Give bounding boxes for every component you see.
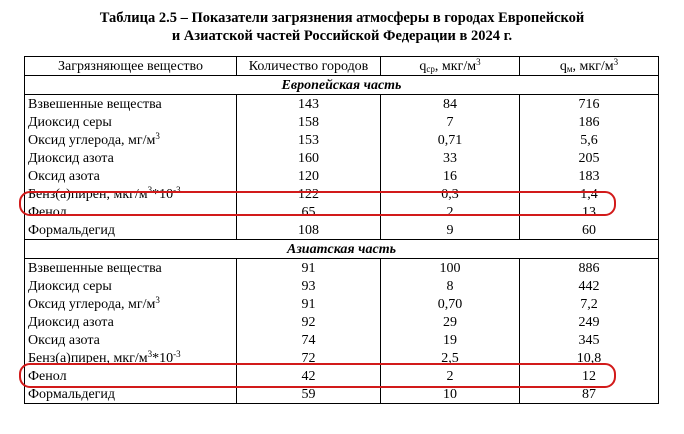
section-title: Азиатская часть: [25, 240, 659, 259]
qm-cell: 5,6: [520, 131, 659, 149]
header-substance: Загрязняющее вещество: [25, 57, 237, 76]
qm-cell: 205: [520, 149, 659, 167]
substance-cell: Бенз(а)пирен, мкг/$м^3*10^{-3}$: [25, 185, 237, 203]
substance-cell: Оксид углерода, $мг/м^3$: [25, 131, 237, 149]
qm-cell: 183: [520, 167, 659, 185]
substance-cell: Диоксид азота: [25, 313, 237, 331]
qm-cell: 249: [520, 313, 659, 331]
qsr-cell: 84: [381, 95, 520, 114]
qm-cell: 87: [520, 385, 659, 404]
table-row: [25, 113, 659, 131]
cities-cell: 65: [237, 203, 381, 221]
qsr-cell: 0,3: [381, 185, 520, 203]
qsr-cell: 2: [381, 367, 520, 385]
qm-cell: 12: [520, 367, 659, 385]
table-row: [25, 277, 659, 295]
substance-cell: Взвешенные вещества: [25, 259, 237, 278]
qm-cell: 10,8: [520, 349, 659, 367]
cities-cell: 120: [237, 167, 381, 185]
table-row: [25, 221, 659, 240]
table-row: [25, 131, 659, 149]
table-row: [25, 313, 659, 331]
header-cities: Количество городов: [237, 57, 381, 76]
substance-cell: Формальдегид: [25, 221, 237, 240]
header-row: [25, 57, 659, 76]
qm-cell: 7,2: [520, 295, 659, 313]
qm-cell: 186: [520, 113, 659, 131]
table-row: [25, 259, 659, 278]
qm-cell: 345: [520, 331, 659, 349]
table-row: [25, 95, 659, 114]
highlight-oval-european: [19, 191, 616, 216]
section-row: [25, 240, 659, 259]
substance-cell: Диоксид серы: [25, 277, 237, 295]
cities-cell: 158: [237, 113, 381, 131]
table-row: [25, 295, 659, 313]
pollution-table: [24, 56, 659, 404]
qsr-cell: 19: [381, 331, 520, 349]
table-row: [25, 331, 659, 349]
substance-cell: Взвешенные вещества: [25, 95, 237, 114]
qm-cell: 60: [520, 221, 659, 240]
qsr-cell: 29: [381, 313, 520, 331]
substance-cell: Оксид углерода, $мг/м^3$: [25, 295, 237, 313]
qsr-cell: 2: [381, 203, 520, 221]
cities-cell: 93: [237, 277, 381, 295]
cities-cell: 108: [237, 221, 381, 240]
qm-cell: 442: [520, 277, 659, 295]
highlight-oval-asian: [19, 363, 616, 388]
section-row: [25, 76, 659, 95]
header-qsr: $q_{ср}$, мкг/$м^3$: [381, 57, 520, 76]
qm-cell: 1,4: [520, 185, 659, 203]
table-row: [25, 167, 659, 185]
qsr-cell: 33: [381, 149, 520, 167]
qsr-cell: 0,70: [381, 295, 520, 313]
substance-cell: Формальдегид: [25, 385, 237, 404]
qsr-cell: 100: [381, 259, 520, 278]
cities-cell: 91: [237, 295, 381, 313]
table-row: [25, 149, 659, 167]
section-title: Европейская часть: [25, 76, 659, 95]
qsr-cell: 16: [381, 167, 520, 185]
substance-cell: Фенол: [25, 367, 237, 385]
cities-cell: 91: [237, 259, 381, 278]
cities-cell: 122: [237, 185, 381, 203]
caption-line-1: Таблица 2.5 – Показатели загрязнения атмосферы в городах Европейской: [99, 10, 585, 26]
cities-cell: 92: [237, 313, 381, 331]
qsr-cell: 9: [381, 221, 520, 240]
header-qm: $q_м$, мкг/$м^3$: [520, 57, 659, 76]
substance-cell: Диоксид азота: [25, 149, 237, 167]
substance-cell: Оксид азота: [25, 331, 237, 349]
cities-cell: 72: [237, 349, 381, 367]
qsr-cell: 7: [381, 113, 520, 131]
substance-cell: Фенол: [25, 203, 237, 221]
cities-cell: 59: [237, 385, 381, 404]
substance-cell: Диоксид серы: [25, 113, 237, 131]
substance-cell: Бенз(а)пирен, мкг/$м^3*10^{-3}$: [25, 349, 237, 367]
substance-cell: Оксид азота: [25, 167, 237, 185]
table-body: [25, 76, 659, 404]
cities-cell: 42: [237, 367, 381, 385]
qm-cell: 716: [520, 95, 659, 114]
cities-cell: 143: [237, 95, 381, 114]
qm-cell: 886: [520, 259, 659, 278]
qsr-cell: 2,5: [381, 349, 520, 367]
cities-cell: 153: [237, 131, 381, 149]
caption-line-2: и Азиатской частей Российской Федерации в 2024 г.: [171, 28, 513, 44]
qsr-cell: 10: [381, 385, 520, 404]
qm-cell: 13: [520, 203, 659, 221]
cities-cell: 160: [237, 149, 381, 167]
qsr-cell: 8: [381, 277, 520, 295]
table-caption: [0, 9, 684, 45]
cities-cell: 74: [237, 331, 381, 349]
qsr-cell: 0,71: [381, 131, 520, 149]
